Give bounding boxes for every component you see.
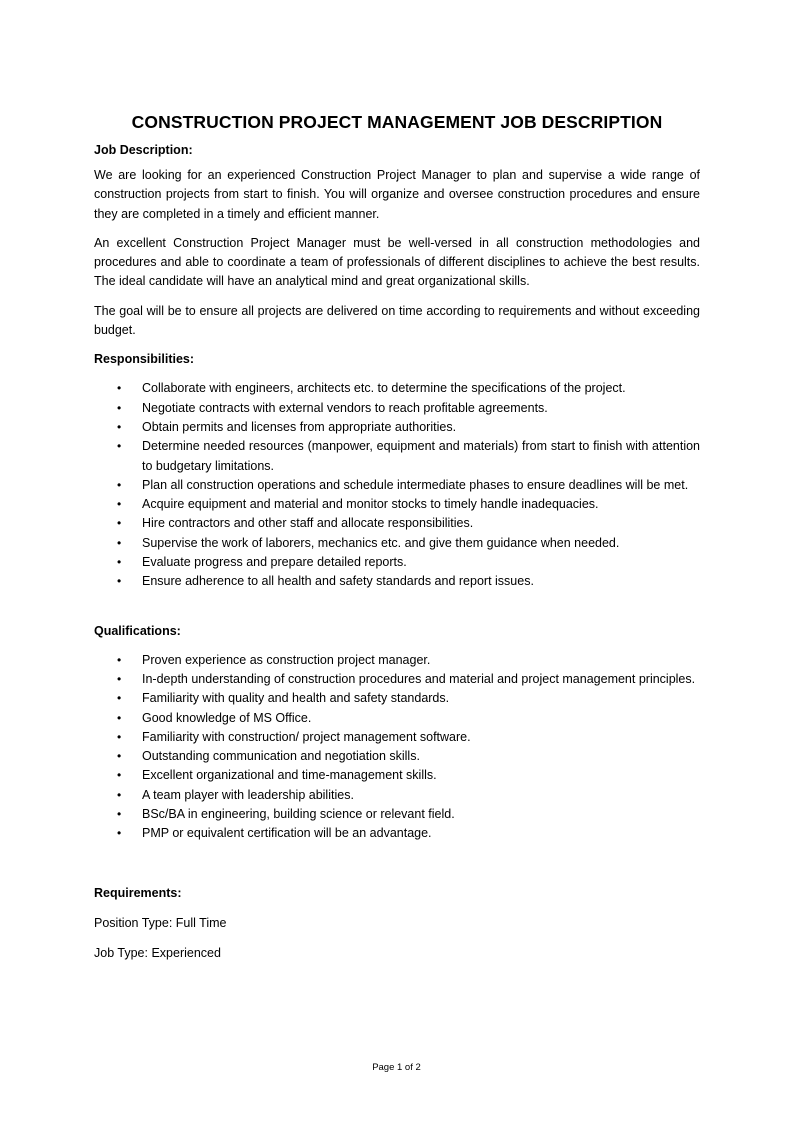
- page-number: Page 1 of 2: [372, 1062, 421, 1073]
- bullet-icon: •: [117, 710, 122, 725]
- list-item-text: Good knowledge of MS Office.: [142, 710, 312, 725]
- list-item-text: Determine needed resources (manpower, equipment and materials) from start to finish with attention to budgetary limitations.: [142, 439, 700, 473]
- bullet-icon: •: [117, 535, 122, 550]
- list-item-text: Excellent organizational and time-management skills.: [142, 768, 437, 783]
- list-item-text: Obtain permits and licenses from appropriate authorities.: [142, 419, 457, 434]
- list-item: [94, 476, 700, 495]
- list-item: [94, 747, 700, 766]
- position-type: Position Type: Full Time: [94, 915, 227, 930]
- bullet-icon: •: [117, 652, 122, 667]
- list-item-text: Proven experience as construction project manager.: [142, 652, 431, 667]
- list-item: [94, 379, 700, 398]
- list-item-text: PMP or equivalent certification will be an advantage.: [142, 826, 432, 841]
- list-item: [94, 534, 700, 553]
- list-item: [94, 824, 700, 843]
- bullet-icon: •: [117, 729, 122, 744]
- list-item: [94, 514, 700, 533]
- job-description-paragraph: An excellent Construction Project Manager must be well-versed in all construction methodologies and procedures and able to coordinate a team of professionals of different disciplines to achieve the best results. The ideal candidate will have an analytical mind and great organizational skills.: [94, 235, 700, 289]
- list-item-text: Familiarity with quality and health and safety standards.: [142, 691, 450, 706]
- list-item-text: Familiarity with construction/ project management software.: [142, 729, 471, 744]
- list-item: [94, 805, 700, 824]
- list-item: [94, 553, 700, 572]
- job-type: Job Type: Experienced: [94, 945, 221, 960]
- requirements-heading: Requirements:: [94, 885, 182, 900]
- list-item: [94, 495, 700, 514]
- list-item: [94, 709, 700, 728]
- responsibilities-heading: Responsibilities:: [94, 352, 195, 367]
- list-item: [94, 689, 700, 708]
- list-item-text: Acquire equipment and material and monitor stocks to timely handle inadequacies.: [142, 497, 599, 512]
- bullet-icon: •: [117, 807, 122, 822]
- document-title: CONSTRUCTION PROJECT MANAGEMENT JOB DESCRIPTION: [131, 112, 663, 132]
- list-item: [94, 572, 700, 591]
- responsibilities-list: [94, 379, 700, 591]
- list-item-text: Hire contractors and other staff and allocate responsibilities.: [142, 516, 474, 531]
- list-item: [94, 437, 700, 476]
- bullet-icon: •: [117, 787, 122, 802]
- document-page: [94, 112, 700, 963]
- list-item-text: Evaluate progress and prepare detailed reports.: [142, 555, 407, 570]
- list-item: [94, 766, 700, 785]
- bullet-icon: •: [117, 381, 122, 396]
- list-item-text: A team player with leadership abilities.: [142, 787, 354, 802]
- bullet-icon: •: [117, 555, 122, 570]
- qualifications-heading: Qualifications:: [94, 623, 181, 638]
- job-description-section: [94, 141, 700, 340]
- bullet-icon: •: [117, 400, 122, 415]
- list-item: [94, 651, 700, 670]
- list-item: [94, 399, 700, 418]
- list-item-text: BSc/BA in engineering, building science or relevant field.: [142, 807, 455, 822]
- bullet-icon: •: [117, 826, 122, 841]
- bullet-icon: •: [117, 574, 122, 589]
- job-description-paragraph: We are looking for an experienced Construction Project Manager to plan and supervise a wide range of construction projects from start to finish. You will organize and oversee construction procedures and ensure they are completed in a timely and efficient manner.: [94, 168, 700, 221]
- bullet-icon: •: [117, 516, 122, 531]
- bullet-icon: •: [117, 671, 122, 686]
- bullet-icon: •: [117, 419, 122, 434]
- bullet-icon: •: [117, 439, 122, 454]
- list-item-text: Negotiate contracts with external vendors to reach profitable agreements.: [142, 400, 548, 415]
- list-item-text: Plan all construction operations and schedule intermediate phases to ensure deadlines will be met.: [142, 477, 689, 492]
- list-item-text: In-depth understanding of construction procedures and material and project management principles.: [142, 671, 696, 686]
- list-item: [94, 418, 700, 437]
- bullet-icon: •: [117, 477, 122, 492]
- list-item: [94, 786, 700, 805]
- bullet-icon: •: [117, 691, 122, 706]
- list-item-text: Supervise the work of laborers, mechanics etc. and give them guidance when needed.: [142, 535, 620, 550]
- list-item: [94, 728, 700, 747]
- bullet-icon: •: [117, 749, 122, 764]
- requirements-section: [94, 884, 700, 963]
- list-item-text: Collaborate with engineers, architects etc. to determine the specifications of the project.: [142, 381, 626, 396]
- list-item: [94, 670, 700, 689]
- list-item-text: Ensure adherence to all health and safety standards and report issues.: [142, 574, 534, 589]
- qualifications-section: [94, 622, 700, 844]
- bullet-icon: •: [117, 497, 122, 512]
- responsibilities-section: [94, 350, 700, 591]
- list-item-text: Outstanding communication and negotiation skills.: [142, 749, 420, 764]
- bullet-icon: •: [117, 768, 122, 783]
- qualifications-list: [94, 651, 700, 844]
- job-description-paragraph: The goal will be to ensure all projects are delivered on time according to requirements and without exceeding budget.: [94, 303, 700, 338]
- job-description-heading: Job Description:: [94, 143, 193, 157]
